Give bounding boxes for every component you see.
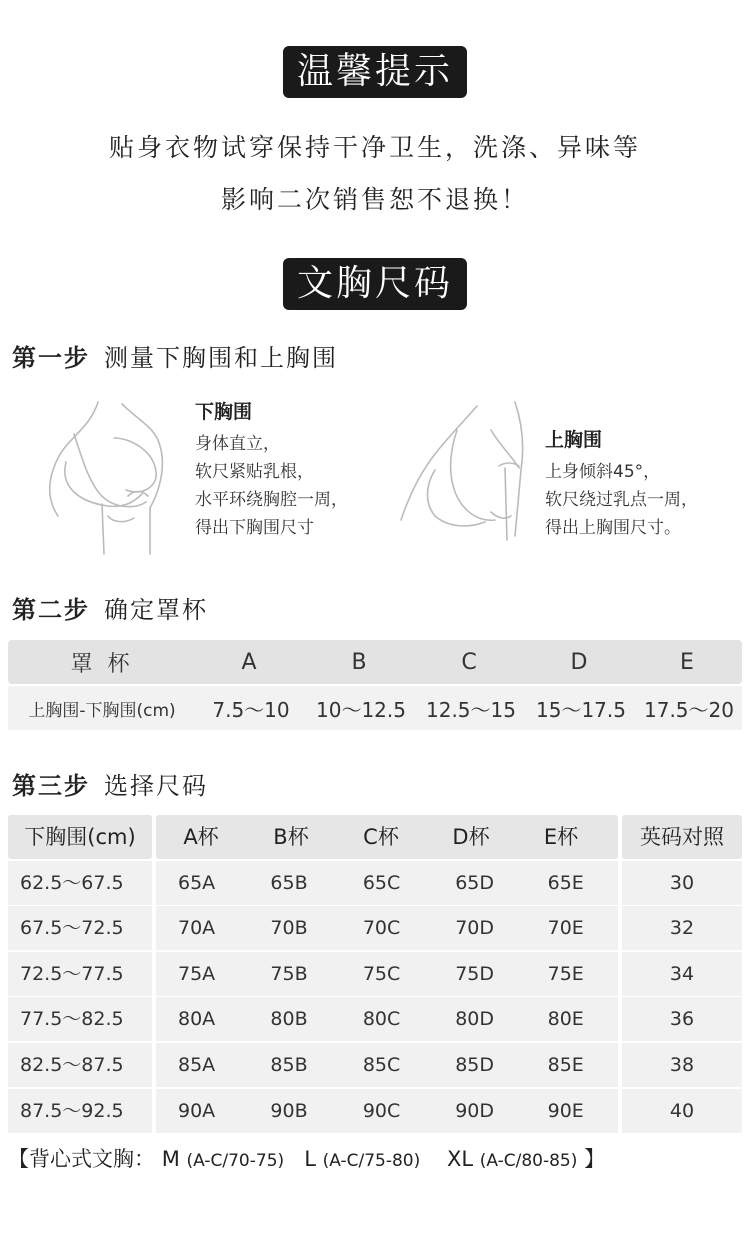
size-banner (283, 258, 467, 310)
size-cell: 72.5～77.5 (8, 952, 152, 996)
footnote-xl-range: (A-C/80-85) (479, 1151, 578, 1171)
under-bust-line: 得出下胸围尺寸 (195, 518, 314, 538)
size-cell: 40 (622, 1089, 742, 1133)
vest-bra-footnote (8, 1143, 605, 1173)
cup-range-d: 15～17.5 (536, 697, 626, 722)
size-cell: 65B (270, 871, 308, 894)
size-cell: 65C (362, 871, 401, 894)
footnote-open-bracket: 【 (8, 1147, 29, 1171)
size-header: 下胸围(cm) (8, 815, 152, 859)
size-cell: 70C (362, 917, 401, 940)
size-header: B杯 (273, 825, 309, 849)
size-cell: 80A (178, 1008, 216, 1031)
size-cell: 80E (547, 1008, 584, 1031)
size-cell: 70B (270, 917, 308, 940)
size-cell: 67.5～72.5 (8, 906, 152, 950)
size-cell: 75B (270, 962, 308, 985)
size-cup-row (156, 861, 618, 905)
size-cell: 85D (455, 1053, 495, 1076)
size-cell: 32 (622, 906, 742, 950)
under-bust-figure-illustration (38, 398, 188, 558)
step2-heading (12, 590, 208, 625)
size-cell: 75D (455, 962, 495, 985)
size-cell: 75E (547, 962, 584, 985)
size-cup-row (156, 1089, 618, 1133)
over-bust-line: 上身倾斜45°， (545, 462, 661, 482)
size-cell: 80D (455, 1008, 495, 1031)
cup-header-e: E (680, 649, 698, 675)
size-cell: 70A (178, 917, 216, 940)
size-header: A杯 (183, 825, 219, 849)
size-cell: 87.5～92.5 (8, 1089, 152, 1133)
under-bust-line: 水平环绕胸腔一周， (195, 490, 348, 510)
cup-header-a: A (241, 649, 261, 675)
cup-row-label: 上胸围-下胸围(cm) (28, 700, 176, 721)
size-cell: 85E (547, 1053, 584, 1076)
cup-range-e: 17.5～20 (644, 697, 734, 722)
step3-title: 选择尺码 (104, 772, 208, 800)
size-cell: 62.5～67.5 (8, 861, 152, 905)
size-cell: 85B (270, 1053, 308, 1076)
cup-header-d: D (570, 649, 592, 675)
size-cup-row (156, 997, 618, 1041)
notice-banner (283, 46, 467, 98)
size-column-underbust (8, 815, 152, 1135)
size-cup-header-row (156, 815, 618, 859)
notice-banner-title: 温馨提示 (296, 51, 454, 92)
size-cell: 65D (455, 871, 495, 894)
size-cell: 90C (362, 1099, 401, 1122)
over-bust-figure-illustration (395, 400, 535, 550)
size-cell: 34 (622, 952, 742, 996)
size-cell: 70D (455, 917, 495, 940)
size-cell: 90D (455, 1099, 495, 1122)
size-cell: 85C (362, 1053, 401, 1076)
size-cell: 80B (270, 1008, 308, 1031)
step1-heading (12, 338, 338, 373)
size-header: D杯 (452, 825, 490, 849)
size-cup-row (156, 952, 618, 996)
footnote-l-range: (A-C/75-80) (322, 1151, 421, 1171)
footnote-m-size: M (161, 1147, 180, 1171)
size-cell: 38 (622, 1043, 742, 1087)
size-chart-table (8, 815, 742, 1135)
over-bust-title: 上胸围 (545, 429, 603, 451)
cup-range-a: 7.5～10 (212, 697, 290, 722)
over-bust-line: 软尺绕过乳点一周， (545, 490, 698, 510)
under-bust-line: 软尺紧贴乳根， (195, 462, 314, 482)
size-cell: 75C (362, 962, 401, 985)
step1-number: 第一步 (12, 344, 90, 372)
size-cup-row (156, 906, 618, 950)
step3-number: 第三步 (12, 772, 90, 800)
size-header: C杯 (363, 825, 399, 849)
size-cell: 90E (547, 1099, 584, 1122)
over-bust-caption (545, 426, 698, 542)
size-column-uk (622, 815, 742, 1135)
size-banner-title: 文胸尺码 (296, 263, 454, 304)
under-bust-line: 身体直立， (195, 434, 280, 454)
cup-header-label: 罩 杯 (70, 651, 134, 677)
cup-header-c: C (461, 649, 481, 675)
size-cell: 65A (178, 871, 216, 894)
size-cell: 90A (178, 1099, 216, 1122)
size-cell: 80C (362, 1008, 401, 1031)
cup-table-data-row (8, 686, 742, 730)
size-cup-row (156, 1043, 618, 1087)
size-cell: 36 (622, 997, 742, 1041)
size-cell: 77.5～82.5 (8, 997, 152, 1041)
size-cell: 85A (178, 1053, 216, 1076)
size-cell: 65E (547, 871, 584, 894)
size-cell: 70E (547, 917, 584, 940)
step1-title: 测量下胸围和上胸围 (104, 344, 338, 372)
step2-title: 确定罩杯 (104, 596, 208, 624)
size-cell: 75A (178, 962, 216, 985)
cup-range-c: 12.5～15 (426, 697, 516, 722)
size-header: E杯 (543, 825, 579, 849)
over-bust-line: 得出上胸围尺寸。 (545, 518, 681, 538)
size-cup-block (156, 815, 618, 1135)
footnote-close-bracket: 】 (584, 1147, 606, 1171)
size-header: 英码对照 (622, 815, 742, 859)
under-bust-caption (195, 398, 348, 542)
size-cell: 82.5～87.5 (8, 1043, 152, 1087)
notice-line-2: 影响二次销售恕不退换！ (220, 185, 529, 214)
footnote-xl-size: XL (446, 1147, 474, 1171)
step2-number: 第二步 (12, 596, 90, 624)
footnote-label: 背心式文胸： (29, 1147, 155, 1171)
cup-header-b: B (351, 649, 371, 675)
step3-heading (12, 766, 208, 801)
cup-table-header-row (8, 640, 742, 684)
footnote-l-size: L (304, 1147, 316, 1171)
footnote-m-range: (A-C/70-75) (186, 1151, 285, 1171)
cup-range-b: 10～12.5 (316, 697, 406, 722)
notice-line-1: 贴身衣物试穿保持干净卫生，洗涤、异味等 (108, 133, 641, 162)
size-cell: 30 (622, 861, 742, 905)
under-bust-title: 下胸围 (195, 401, 253, 423)
size-cell: 90B (270, 1099, 308, 1122)
